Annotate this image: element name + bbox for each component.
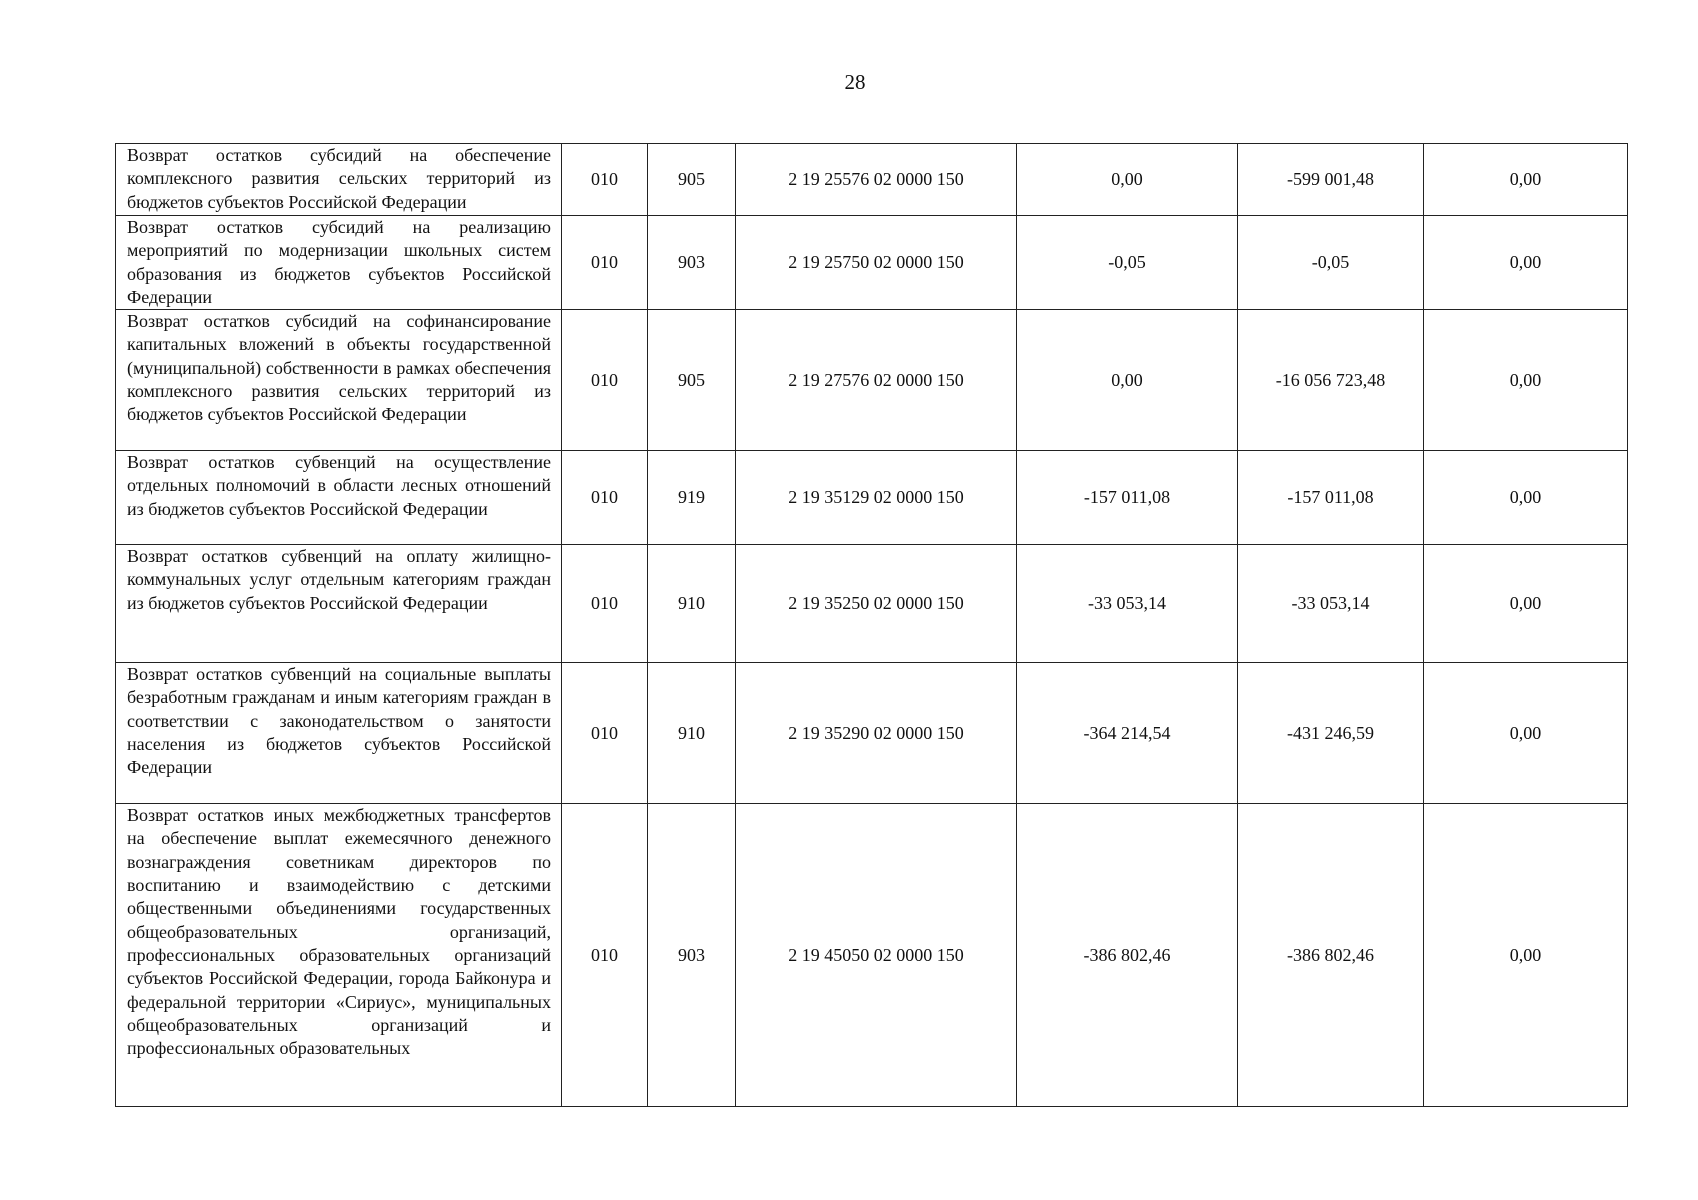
- row-kbk: 2 19 45050 02 0000 150: [736, 804, 1017, 1107]
- table-row: [116, 451, 1628, 545]
- table-row: [116, 545, 1628, 663]
- row-value2: -431 246,59: [1238, 663, 1424, 804]
- row-value3: 0,00: [1424, 545, 1628, 663]
- row-value3: 0,00: [1424, 310, 1628, 451]
- row-value2: -0,05: [1238, 216, 1424, 310]
- row-description-cell: [116, 310, 562, 451]
- table-row: [116, 144, 1628, 216]
- row-code1: 010: [562, 216, 648, 310]
- row-description-cell: [116, 216, 562, 310]
- row-code2: 903: [648, 804, 736, 1107]
- row-value2: -599 001,48: [1238, 144, 1424, 216]
- row-kbk: 2 19 25750 02 0000 150: [736, 216, 1017, 310]
- row-value3: 0,00: [1424, 804, 1628, 1107]
- row-code1: 010: [562, 545, 648, 663]
- row-kbk: 2 19 35250 02 0000 150: [736, 545, 1017, 663]
- row-code1: 010: [562, 663, 648, 804]
- row-value1: -157 011,08: [1017, 451, 1238, 545]
- row-kbk: 2 19 35129 02 0000 150: [736, 451, 1017, 545]
- row-value2: -16 056 723,48: [1238, 310, 1424, 451]
- row-value1: -0,05: [1017, 216, 1238, 310]
- row-description-cell: [116, 545, 562, 663]
- row-value2: -386 802,46: [1238, 804, 1424, 1107]
- row-description-cell: [116, 663, 562, 804]
- row-description-cell: [116, 144, 562, 216]
- table-row: [116, 310, 1628, 451]
- row-value3: 0,00: [1424, 663, 1628, 804]
- row-value2: -33 053,14: [1238, 545, 1424, 663]
- budget-return-table: [115, 143, 1628, 1107]
- row-description: Возврат остатков субсидий на обеспечение комплексного развития сельских территорий из бюджетов субъектов Российской Федерации: [127, 145, 551, 212]
- table-row: [116, 804, 1628, 1107]
- row-description: Возврат остатков субсидий на реализацию мероприятий по модернизации школьных систем образования из бюджетов субъектов Российской Федерации: [127, 217, 551, 307]
- row-code2: 910: [648, 663, 736, 804]
- row-description-cell: [116, 804, 562, 1107]
- row-kbk: 2 19 27576 02 0000 150: [736, 310, 1017, 451]
- row-description: Возврат остатков субвенций на осуществление отдельных полномочий в области лесных отношений из бюджетов субъектов Российской Федерации: [127, 452, 551, 519]
- row-value2: -157 011,08: [1238, 451, 1424, 545]
- row-code1: 010: [562, 804, 648, 1107]
- row-value3: 0,00: [1424, 144, 1628, 216]
- row-value1: -364 214,54: [1017, 663, 1238, 804]
- row-value1: -386 802,46: [1017, 804, 1238, 1107]
- table-row: [116, 216, 1628, 310]
- row-value1: 0,00: [1017, 310, 1238, 451]
- row-kbk: 2 19 35290 02 0000 150: [736, 663, 1017, 804]
- row-value1: -33 053,14: [1017, 545, 1238, 663]
- row-code1: 010: [562, 451, 648, 545]
- row-value3: 0,00: [1424, 451, 1628, 545]
- row-value1: 0,00: [1017, 144, 1238, 216]
- row-code2: 905: [648, 144, 736, 216]
- row-kbk: 2 19 25576 02 0000 150: [736, 144, 1017, 216]
- row-description: Возврат остатков субвенций на оплату жилищно-коммунальных услуг отдельным категориям граждан из бюджетов субъектов Российской Федерации: [127, 546, 551, 613]
- row-code2: 905: [648, 310, 736, 451]
- page-number: 28: [844, 70, 866, 94]
- row-code2: 910: [648, 545, 736, 663]
- row-description: Возврат остатков субвенций на социальные выплаты безработным гражданам и иным категориям граждан в соответствии с законодательством о занятости населения из бюджетов субъектов Российской Федерации: [127, 664, 551, 778]
- table-row: [116, 663, 1628, 804]
- row-code2: 919: [648, 451, 736, 545]
- row-code1: 010: [562, 144, 648, 216]
- row-description: Возврат остатков иных межбюджетных трансфертов на обеспечение выплат ежемесячного денежного вознаграждения советникам директоров по воспитанию и взаимодействию с детскими общественными объединениями государственных общеобразовательных организаций, профессиональных образовательных организаций субъектов Российской Федерации, города Байконура и федеральной территории «Сириус», муниципальных общеобразовательных организаций и профессиональных образовательных: [127, 805, 551, 1059]
- row-value3: 0,00: [1424, 216, 1628, 310]
- row-description-cell: [116, 451, 562, 545]
- row-code2: 903: [648, 216, 736, 310]
- row-code1: 010: [562, 310, 648, 451]
- row-description: Возврат остатков субсидий на софинансирование капитальных вложений в объекты государственной (муниципальной) собственности в рамках обеспечения комплексного развития сельских территорий из бюджетов субъектов Российской Федерации: [127, 311, 551, 425]
